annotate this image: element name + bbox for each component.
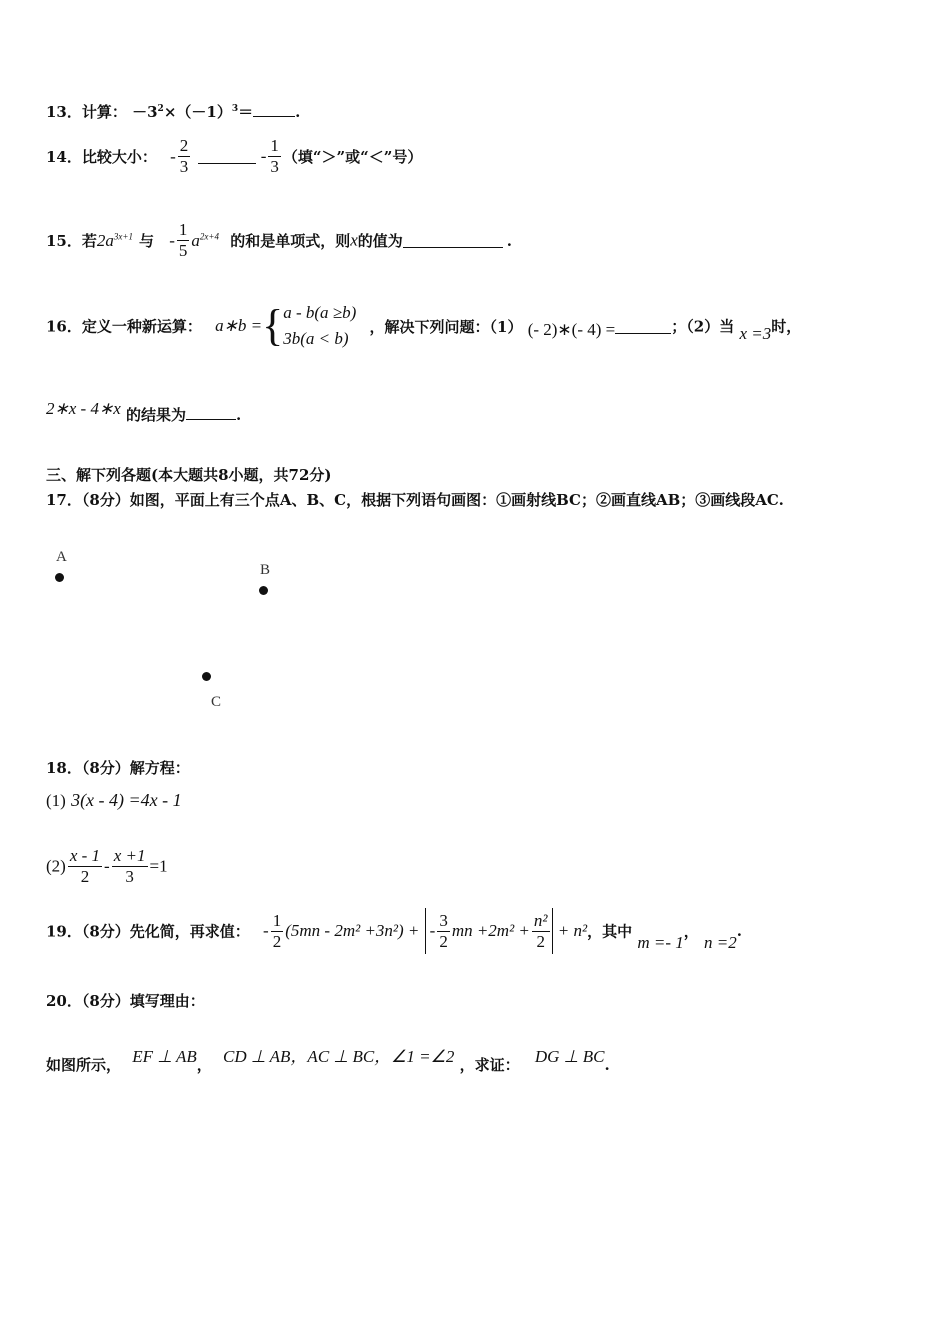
- q15-term1-base: 2a: [96, 230, 114, 250]
- q18-equation-2: [46, 846, 168, 887]
- q20-goal: DG ⊥ BC: [534, 1047, 605, 1066]
- q15-term2: [191, 231, 219, 250]
- q18-equation-1: [46, 790, 182, 811]
- q14-f1-num: 2: [179, 136, 189, 155]
- q16-cond: x =3: [739, 324, 772, 343]
- q15-with: 与: [138, 232, 154, 250]
- q20-c2: CD ⊥ AB，AC ⊥ BC，∠1 =∠2: [223, 1047, 455, 1066]
- q16-mid: ，解决下列问题：（1）: [369, 317, 523, 336]
- q15-f-den: 5: [178, 241, 188, 260]
- point-c: [202, 672, 211, 681]
- q18-eq2-fraction-1: [68, 846, 102, 887]
- q19-text: 19．（8分）先化简，再求值：: [46, 922, 250, 941]
- q13-exp-2: 2: [157, 104, 164, 114]
- q19-n-value: n =2: [704, 933, 737, 952]
- q15-label: 15．若: [46, 232, 97, 250]
- q16-case1: a - b(a ≥b): [283, 303, 357, 322]
- q14-fraction-1: [178, 136, 191, 177]
- q15-text2: 的值为: [357, 232, 403, 250]
- q16-brace: {: [262, 301, 284, 350]
- question-16-cont: [46, 399, 242, 425]
- q18-eq2-f1-den: 2: [68, 866, 102, 887]
- q13-answer-blank[interactable]: [253, 102, 295, 117]
- q20-statement: [46, 1042, 610, 1074]
- point-b-label: B: [260, 562, 271, 578]
- q16-answer2-blank[interactable]: [186, 405, 236, 420]
- q18-eq2-minus: -: [104, 856, 110, 876]
- question-14: [46, 136, 422, 177]
- q20-sep: ，: [196, 1056, 212, 1074]
- q19-paren1: (5mn - 2m² +3n²) +: [285, 921, 420, 940]
- q18-eq2-f2-num: x +1: [113, 846, 146, 865]
- q16-def-lhs: a∗b =: [215, 316, 263, 335]
- q20-end: .: [604, 1056, 610, 1074]
- q16-expr1: (- 2)∗(- 4) =: [527, 320, 616, 339]
- point-a: [55, 573, 64, 582]
- q15-answer-blank[interactable]: [403, 233, 503, 248]
- q19-end: .: [736, 922, 742, 940]
- q14-f2-den: 3: [270, 157, 279, 176]
- section-heading: 三、解下列各题(本大题共8小题，共72分): [46, 466, 332, 484]
- point-b: [259, 586, 268, 595]
- q16-expr2: 2∗x - 4∗x: [46, 399, 121, 418]
- q16-case2: 3b(a < b): [283, 329, 349, 348]
- q14-hint: （填“＞”或“＜”号）: [282, 148, 423, 166]
- question-15: [46, 220, 512, 261]
- q15-text: 的和是单项式，则: [230, 232, 351, 250]
- question-18: 18．（8分）解方程：: [46, 759, 190, 777]
- q20-intro: 如图所示，: [46, 1056, 122, 1074]
- q14-neg: -: [170, 146, 176, 166]
- q19-n-num: n²: [533, 910, 548, 930]
- q19-n-den: 2: [532, 931, 550, 952]
- q16-semi: ；（2）当: [671, 317, 735, 336]
- q18-eq2-label: (2): [46, 856, 66, 876]
- q13-label: 13．计算：: [46, 103, 127, 121]
- q19-neg2: -: [429, 921, 436, 940]
- q16-when: 时，: [771, 317, 802, 336]
- q14-neg2: -: [260, 146, 267, 166]
- q18-eq2-fraction-2: [112, 846, 148, 887]
- q19-half: [271, 911, 284, 952]
- q19-inner: mn +2m² +: [451, 921, 530, 940]
- q19-tail: + n²: [557, 921, 588, 940]
- q14-f1-den: 3: [179, 157, 189, 176]
- q15-end: .: [506, 231, 512, 250]
- q15-term1-exp: 3x+1: [113, 230, 133, 241]
- q20-c1: EF ⊥ AB: [132, 1047, 197, 1066]
- q18-eq2-rhs: =1: [149, 856, 168, 876]
- q13-expr-b: ×（－1）: [163, 103, 232, 121]
- q19-comma: ，: [683, 922, 699, 941]
- q15-f-num: 1: [178, 220, 188, 239]
- q13-expr-c: ＝: [238, 103, 254, 121]
- q15-term1: [97, 231, 133, 250]
- q19-abs-right: [552, 908, 553, 954]
- q16-label: 16．定义一种新运算：: [46, 317, 202, 336]
- q14-fraction-2: [268, 136, 281, 177]
- q19-abs-left: [425, 908, 426, 954]
- q13-exp-3: 3: [231, 104, 239, 114]
- q19-m-value: m =- 1: [637, 933, 684, 952]
- q19-n-half: [532, 911, 550, 952]
- q15-var: x: [350, 230, 358, 250]
- q19-t-num: 3: [439, 910, 448, 930]
- q18-eq1: 3(x - 4) =4x - 1: [71, 790, 182, 810]
- q13-expr-a: －3: [132, 103, 158, 121]
- q16-cases: [283, 300, 356, 352]
- q18-eq1-label: (1): [46, 791, 66, 810]
- q16-end: .: [236, 406, 242, 424]
- q13-end: .: [295, 103, 301, 121]
- q14-answer-blank[interactable]: [198, 149, 256, 164]
- question-17: 17．（8分）如图，平面上有三个点A、B、C，根据下列语句画图：①画射线BC；②画直线AB；③画线段AC.: [46, 491, 784, 509]
- q15-neg: -: [169, 230, 175, 250]
- question-19: [46, 908, 742, 954]
- point-a-label: A: [56, 549, 67, 565]
- q15-term2-base: a: [191, 230, 200, 250]
- q18-eq2-f1-num: x - 1: [69, 846, 101, 865]
- q14-label: 14．比较大小：: [46, 148, 157, 166]
- q14-f2-num: 1: [270, 136, 279, 155]
- q15-fraction: [177, 220, 190, 261]
- q19-neg: -: [263, 921, 269, 940]
- q20-prove: ，求证：: [459, 1056, 520, 1074]
- q18-eq2-f2-den: 3: [112, 866, 148, 887]
- point-c-label: C: [211, 694, 222, 710]
- q19-where: ，其中: [587, 922, 633, 941]
- question-20: 20．（8分）填写理由：: [46, 992, 205, 1010]
- q15-term2-exp: 2x+4: [199, 230, 219, 241]
- q16-result: 的结果为: [125, 406, 186, 424]
- q19-h-num: 1: [272, 910, 282, 930]
- q16-answer1-blank[interactable]: [615, 319, 671, 334]
- q19-t-den: 2: [439, 931, 448, 951]
- question-13: [46, 101, 300, 122]
- question-16: [46, 300, 801, 352]
- q19-h-den: 2: [272, 931, 282, 951]
- q19-three-halves: [437, 911, 450, 952]
